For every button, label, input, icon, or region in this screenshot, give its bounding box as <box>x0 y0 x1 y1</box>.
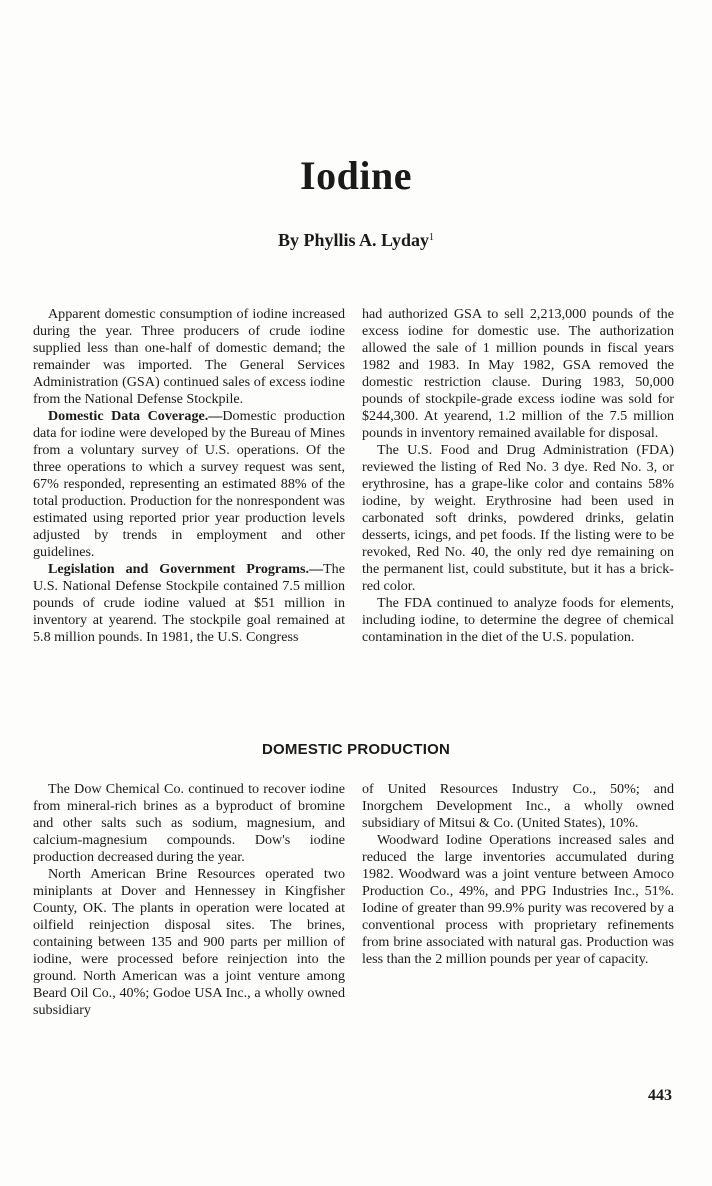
section-heading: DOMESTIC PRODUCTION <box>262 741 450 758</box>
paragraph: of United Resources Industry Co., 50%; and Inorgchem Development Inc., a wholly owned subsidiary of Mitsui & Co. (United States), 10%. <box>362 781 674 831</box>
production-column-right <box>362 781 674 968</box>
intro-column-left <box>33 306 345 646</box>
paragraph: had authorized GSA to sell 2,213,000 pounds of the excess iodine for domestic use. The authorization allowed the sale of 1 million pounds in fiscal years 1982 and 1983. In May 1982, GSA removed the domestic restriction clause. During 1983, 50,000 pounds of stockpile-grade excess iodine was sold for $244,300. At yearend, 1.2 million of the 7.5 million pounds in inventory remained available for disposal. <box>362 306 674 441</box>
page-title: Iodine <box>300 153 412 198</box>
author-name: By Phyllis A. Lyday <box>277 230 430 250</box>
byline <box>0 230 712 251</box>
paragraph: The U.S. Food and Drug Administration (FDA) reviewed the listing of Red No. 3 dye. Red No. 3, or erythrosine, has a grape-like color and contains 58% iodine, by weight. Erythrosine had been used in carbonated soft drinks, powdered drinks, gelatin desserts, icings, and pet foods. If the listing were to be revoked, Red No. 40, the only red dye remaining on the permanent list, could substitute, but it has a brick-red color. <box>362 442 674 594</box>
intro-column-right <box>362 306 674 646</box>
paragraph-body: Domestic production data for iodine were developed by the Bureau of Mines from a voluntary survey of U.S. operations. Of the three operations to which a survey request was sent, 67% responded, representing an estimated 88% of the total production. Production for the nonrespondent was estimated using reported prior year production levels adjusted by trends in employment and other guidelines. <box>33 408 345 560</box>
run-in-heading: Domestic Data Coverage.— <box>48 408 223 424</box>
paragraph-body: The U.S. National Defense Stockpile contained 7.5 million pounds of crude iodine valued at $51 million in inventory at yearend. The stockpile goal remained at 5.8 million pounds. In 1981, the U.S. Congress <box>33 561 345 645</box>
paragraph: North American Brine Resources operated two miniplants at Dover and Hennessey in Kingfisher County, OK. The plants in operation were located at oilfield reinjection disposal sites. The brines, containing between 135 and 900 parts per million of iodine, were processed before reinjection into the ground. North American was a joint venture among Beard Oil Co., 40%; Godoe USA Inc., a wholly owned subsidiary <box>33 866 345 1018</box>
paragraph: Apparent domestic consumption of iodine increased during the year. Three producers of crude iodine supplied less than one-half of domestic demand; the remainder was imported. The General Services Administration (GSA) continued sales of excess iodine from the National Defense Stockpile. <box>33 306 345 407</box>
paragraph: Woodward Iodine Operations increased sales and reduced the large inventories accumulated during 1982. Woodward was a joint venture between Amoco Production Co., 49%, and PPG Industries Inc., 51%. Iodine of greater than 99.9% purity was recovered by a conventional process with proprietary refinements from brine associated with natural gas. Production was less than the 2 million pounds per year of capacity. <box>362 832 674 967</box>
page-number: 443 <box>648 1087 672 1104</box>
paragraph: The FDA continued to analyze foods for elements, including iodine, to determine the degree of chemical contamination in the diet of the U.S. population. <box>362 595 674 645</box>
paragraph <box>33 561 345 646</box>
footnote-mark: 1 <box>429 232 435 243</box>
production-column-left <box>33 781 345 1019</box>
paragraph: The Dow Chemical Co. continued to recover iodine from mineral-rich brines as a byproduct of bromine and other salts such as sodium, magnesium, and calcium-magnesium compounds. Dow's iodine production decreased during the year. <box>33 781 345 865</box>
paragraph <box>33 408 345 561</box>
run-in-heading: Legislation and Government Programs.— <box>48 561 324 577</box>
